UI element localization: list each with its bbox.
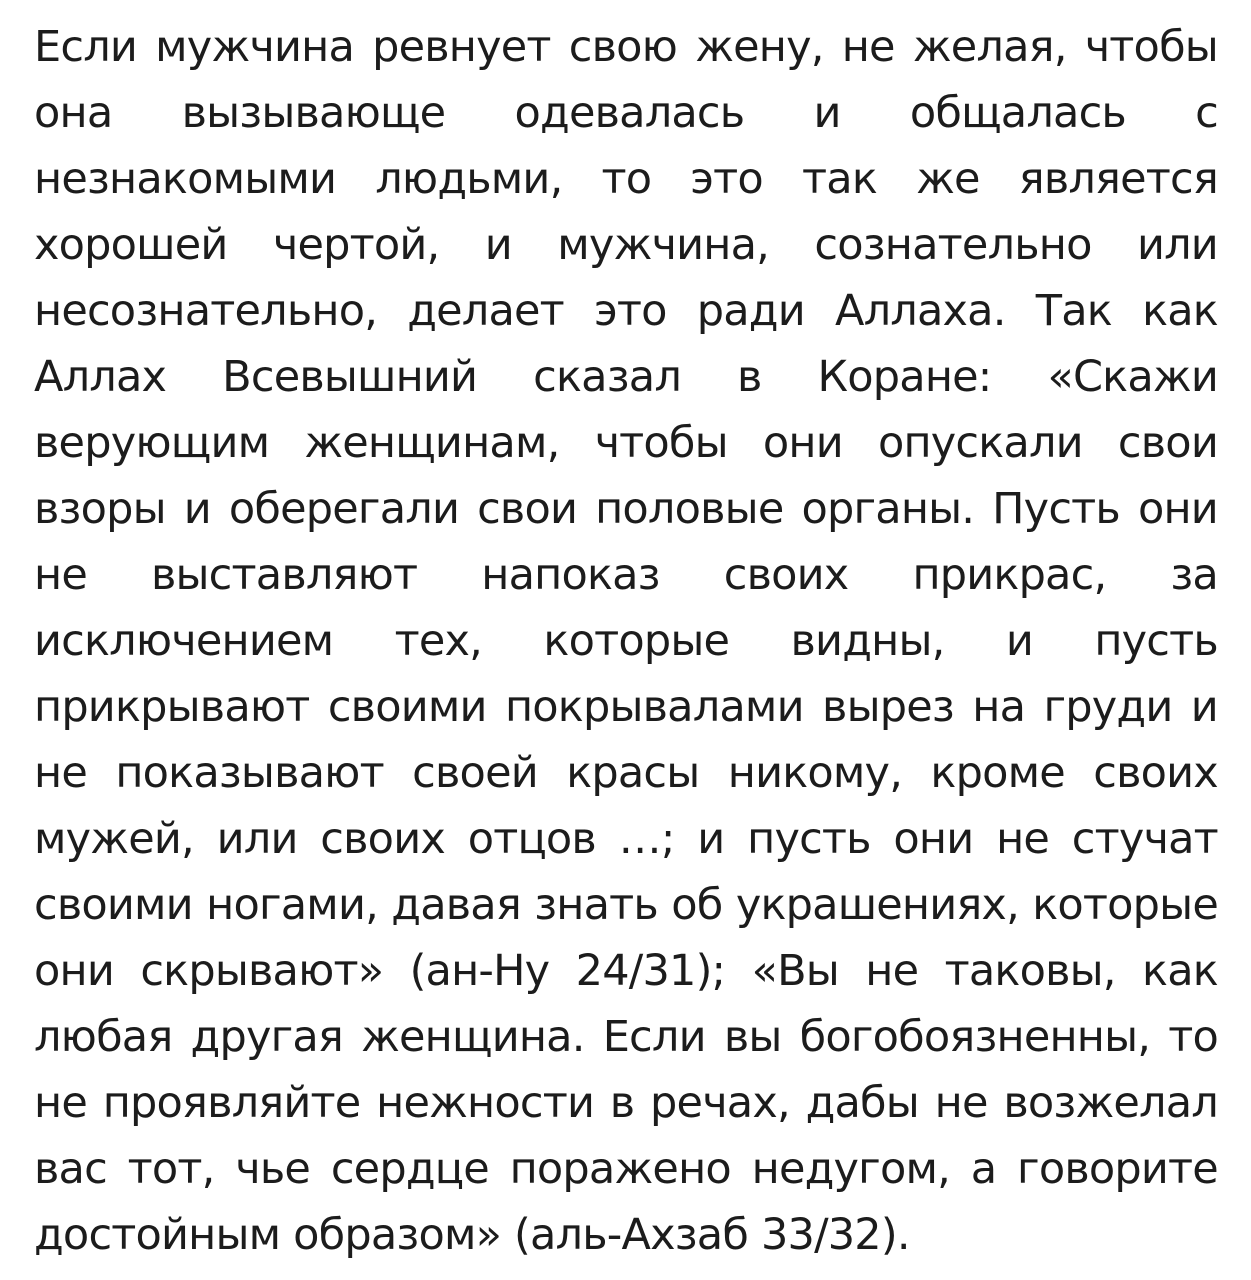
text-line-18: вас тот, чье сердце поражено недугом, а говорите — [34, 1144, 1218, 1194]
text-line-16: любая другая женщина. Если вы богобоязненны, то — [34, 1012, 1218, 1062]
text-line-11: прикрывают своими покрывалами вырез на груди и — [34, 682, 1218, 732]
text-line-3: незнакомыми людьми, то это так же является — [34, 154, 1218, 204]
text-line-14: своими ногами, давая знать об украшениях, которые — [34, 880, 1218, 930]
text-line-12: не показывают своей красы никому, кроме своих — [34, 748, 1218, 798]
document-page — [34, 14, 1218, 1274]
text-line-1: Если мужчина ревнует свою жену, не желая, чтобы — [34, 22, 1218, 72]
text-line-5: несознательно, делает это ради Аллаха. Так как — [34, 286, 1218, 336]
text-line-4: хорошей чертой, и мужчина, сознательно или — [34, 220, 1218, 270]
text-line-19: достойным образом» (аль-Ахзаб 33/32). — [34, 1210, 910, 1260]
text-line-13: мужей, или своих отцов …; и пусть они не стучат — [34, 814, 1218, 864]
text-line-17: не проявляйте нежности в речах, дабы не возжелал — [34, 1078, 1218, 1128]
text-line-7: верующим женщинам, чтобы они опускали свои — [34, 418, 1218, 468]
text-line-8: взоры и оберегали свои половые органы. Пусть они — [34, 484, 1218, 534]
text-line-10: исключением тех, которые видны, и пусть — [34, 616, 1218, 666]
text-line-9: не выставляют напоказ своих прикрас, за — [34, 550, 1218, 600]
text-line-2: она вызывающе одевалась и общалась с — [34, 88, 1218, 138]
text-line-15: они скрывают» (ан-Ну 24/31); «Вы не таковы, как — [34, 946, 1218, 996]
text-line-6: Аллах Всевышний сказал в Коране: «Скажи — [34, 352, 1218, 402]
